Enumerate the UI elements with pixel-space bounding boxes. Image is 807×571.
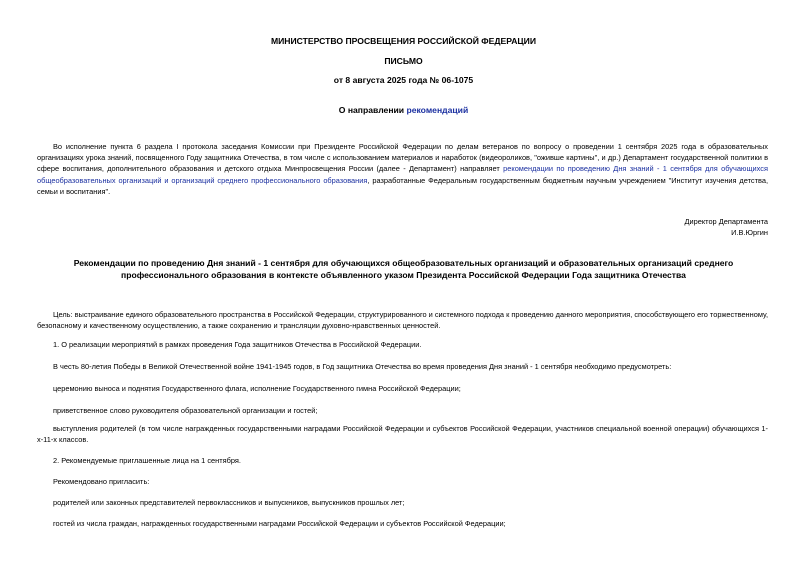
letter-text-b: , разработанные Федеральным государственным бюджетным научным учреждением "Институт изучения детства, семьи и воспитания". <box>37 175 768 196</box>
item-1-bullet-1: церемонию выноса и поднятия Государственного флага, исполнение Государственного гимна Российской Федерации; <box>53 384 461 393</box>
item-1-bullet-2: приветственное слово руководителя образовательной организации и гостей; <box>53 406 318 415</box>
goal-paragraph: Цель: выстраивание единого образовательного пространства в Российской Федерации, структурированного и системного подхода к проведению данного мероприятия, способствующего его торжественному, безопасному и качественному осуществлению, а также сохранению и трансляции духовно-нравственных ценностей. <box>37 310 768 331</box>
letter-paragraph <box>37 141 768 197</box>
doc-date: от 8 августа 2025 года № 06-1075 <box>333 75 474 85</box>
item-2-intro: Рекомендовано пригласить: <box>53 477 150 486</box>
item-2-bullet-1: родителей или законных представителей первоклассников и выпускников, выпускников прошлых лет; <box>53 498 405 507</box>
item-1-bullet-3: выступления родителей (в том числе награжденных государственными наградами Российской Федерации и субъектов Российской Федерации, участников специальной военной операции) обучающихся 1-х-11-х классов. <box>37 424 768 445</box>
recommendations-link[interactable]: рекомендации по проведению Дня знаний - 1 сентября для обучающихся общеобразовательных организаций и организаций среднего профессионального образования <box>37 164 768 185</box>
letter-text-a: Во исполнение пункта 6 раздела I протокола заседания Комиссии при Президенте Российской Федерации по делам ветеранов по вопросу о проведении 1 сентября 2025 года в образовательных организациях урока знаний, посвященного Году защитника Отечества, в том числе с использованием материалов и наработок (видеороликов, "оживше картины", и др.) Департамент государственной политики в сфере воспитания, дополнительного образования и детского отдыха Минпросвещения России (далее - Департамент) направляет <box>37 142 768 174</box>
item-1-intro: В честь 80-летия Победы в Великой Отечественной войне 1941-1945 годов, в Год защитника Отечества во время проведения Дня знаний - 1 сентября необходимо предусмотреть: <box>53 362 672 371</box>
subject-prefix: О направлении <box>338 105 407 115</box>
item-2-heading: 2. Рекомендуемые приглашенные лица на 1 сентября. <box>53 456 241 465</box>
doc-type: ПИСЬМО <box>384 56 423 66</box>
recommendations-title: Рекомендации по проведению Дня знаний - 1 сентября для обучающихся общеобразовательных организаций и образовательных организаций среднего профессионального образования в контексте объявленного указом Президента Российской Федерации Года защитника Отечества <box>73 258 734 280</box>
subject-link[interactable]: рекомендаций <box>406 105 469 115</box>
ministry-heading: МИНИСТЕРСТВО ПРОСВЕЩЕНИЯ РОССИЙСКОЙ ФЕДЕРАЦИИ <box>270 36 537 46</box>
signature-name: И.В.Юргин <box>731 228 768 237</box>
doc-subject <box>0 105 807 115</box>
item-2-bullet-2: гостей из числа граждан, награжденных государственными наградами Российской Федерации и субъектов Российской Федерации; <box>53 519 506 528</box>
item-1-heading: 1. О реализации мероприятий в рамках проведения Года защитников Отечества в Российской Федерации. <box>53 340 422 349</box>
signature-position: Директор Департамента <box>684 217 768 226</box>
